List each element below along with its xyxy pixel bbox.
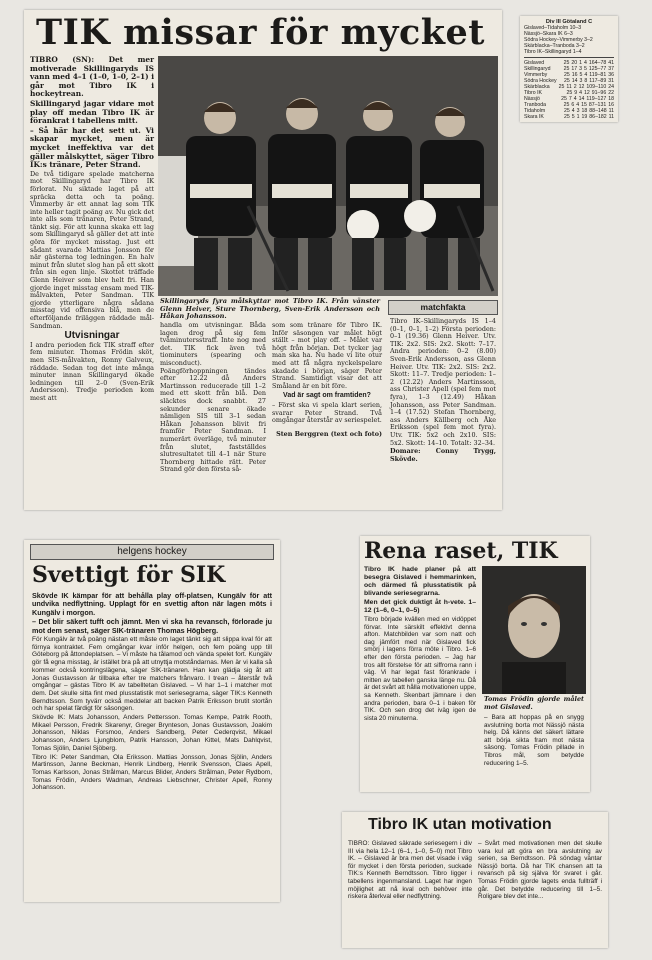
standings-cell: 7 [568, 96, 572, 102]
standings-cell: 1 [576, 114, 580, 120]
standings-cell: 25 [563, 78, 570, 84]
standings-cell: 9 [574, 90, 578, 96]
standings-cell: 24 [608, 84, 614, 90]
standings-cell: 25 [563, 66, 570, 72]
result-row: Skärblacka–Tranboda 3–2 [524, 43, 585, 49]
standings-cell: 11 [608, 114, 614, 120]
standings-cell: 88–148 [589, 108, 607, 114]
standings-cell: 6 [571, 102, 575, 108]
article-rena-raset [360, 536, 590, 792]
standings-cell: 25 [561, 96, 567, 102]
standings-cell: 16 [608, 102, 614, 108]
portrait-graphic [482, 566, 586, 694]
article4-left-column: TIBRO: Gislaved säkrade seriesegern i div III via hela 12–1 (6–1, 1–0, 5–0) mot Tibro IK. – Gislaved är bra men det visade i väg för mycket i den första perioden, suckade TIK:s Kenneth Berndtsson. Tibro ligger i tabellens ingenmansland. Laget har ingen möjlighet att nå kval och behöver inte riskera återkval eller nedflyttning. [348, 840, 472, 901]
standings-cell: 25 [563, 72, 570, 78]
headline-svettigt: Svettigt för SIK [32, 562, 226, 588]
article3-lead: Tibro IK hade planer på att besegra Gislaved i hemmarinken, och därmed få plusstatistik på blivande seriesegrarna. [364, 566, 476, 597]
article1-body1: De två tidigare spelade matcherna mot Skillingaryd har Tibro IK förlorat. Nu siktade laget på att spräcka detta och ta poäng. Vimmerby är ett annat lag som TIK inte heller tagit poäng av. Nu gick det inte alls som tränaren, Peter Strand, tänkt sig. För att kunna skaka ett lag som Skillingaryd så gäller det att inte göra för mycket misstag. Just ett sådant svarade Mattias Jonsson för när gästerna tog ledningen. En halv minut från slutet slog han på ett skott från sin egen linje. Skottet träffade Glenn Heiver som blev helt fri. Han gjorde inget misstag ensam med TIK-målvakten, Peter Sandman. TIK gjorde ytterligare några sådana misstag vid offensiva blå, men de efterföljande friläggen räddade mål-Sandman. [30, 169, 154, 330]
standings-cell: 15 [581, 102, 587, 108]
standings-cell: 17 [571, 66, 578, 72]
article3-right-column: – Bara att hoppas på en snygg avslutning borta mot Nässjö nästa helg. Då känns det säkert lättare att börja sikta fram mot nästa säsong. Tomas Frödin pillade in Tibros mål, som betydde reducering 1–5. [484, 714, 584, 767]
team-photo-caption: Skillingaryds fyra målskyttar mot Tibro IK. Från vänster Glenn Heiver, Sture Thornberg, Sven-Erik Andersson och Håkan Johansson. [160, 297, 380, 321]
league-table-title: Div III Götaland C [545, 19, 593, 25]
standings-cell: 37 [608, 66, 614, 72]
article1-body4: som som tränare för Tibro IK. Inför säsongen var målet högt ställt – mot play off. – Målet var högt från början. Det tycker jag man ska ha. Nu hade vi lite otur med att få några nyckelspelare skadade i början, säger Peter Strand. Samtidigt visar det att Småland är en bit före. [272, 321, 382, 390]
standings-cell: 4 [579, 90, 582, 96]
standings-cell: 14 [571, 78, 578, 84]
article2-lead2: – Det blir säkert tufft och jämnt. Men vi ska ha revansch, förlorade ju mot dem senast, säger SIK-tränaren Thomas Högberg. [32, 617, 272, 635]
article1-mid-column-2 [272, 322, 382, 506]
standings-cell: 4 [571, 108, 575, 114]
article3-lead2: Men det gick duktigt åt h-vete. 1–12 (1–6, 0–1, 0–5) [364, 599, 476, 614]
standings-cell: 4 [584, 60, 587, 66]
standings-cell: 31 [608, 78, 614, 84]
standings-cell: 5 [579, 72, 583, 78]
standings-cell: 3 [579, 66, 583, 72]
team-name: Södra Hockey [524, 78, 557, 84]
headline-utan-motivation: Tibro IK utan motivation [368, 816, 552, 833]
results-list [524, 25, 614, 55]
standings-cell: 12 [578, 84, 585, 90]
article1-subhead: Utvisningar [64, 330, 120, 342]
standings-cell: 25 [563, 114, 570, 120]
standings-cell: 11 [566, 84, 572, 90]
standings-row [524, 114, 614, 120]
standings-cell: 25 [563, 108, 570, 114]
article2-body: För Kungälv är två poäng nästan ett måste om laget tänkt sig att slippa kval för att förnya kontraktet. Fem omgångar kvar inför helgen, och fem poäng upp till Göteborg på åttondeplatsen. – Vi måste ha tålamod och vända spelet fort. Kungälv gör få egna misstag, är istället bra på att utnyttja motståndarnas. Men är vi kalla så kommer också kontringslägena, säger SIK-tränaren. Han kan glädja sig åt att Jonas Gustavsson är tillbaka efter tre matchers frånvaro. I trean – återstår två omgångar – gästas Tibro IK av tabelltetan Gislaved. – Vi har 1–1 i matcher mot dem. Det skulle sitta fint med plusstatistik mot seriesegrarna, säger TIK:s Kenneth Berndtsson. Som tyvärr också meddelar att backen Patrik Eriksson brutit stortån och har spelat färdigt för säsongen. [32, 636, 272, 713]
matchfakta-body: Tibro IK–Skillingaryds IS 1–4 (0–1, 0–1, 1–2) Första perioden: 0–1 (19.36) Glenn Heiver. Utv. TIK: 2x2. SIS: 2x2. Skott: 7–17. Andra perioden: 0–2 (8.00) Sven-Erik Andersson, ass Glenn Heiver. Utv. TIK: 2x2. SIS: 2x2. Skott: 11–7. Tredje perioden: 1–2 (12.22) Anders Martinsson, ass Christer Apell (spel fem mot fyra), 1–3 (12.49) Håkan Johansson, ass Peter Sandman. 1–4 (17.52) Stefan Thornberg, ass Anders Källberg och Åke Eriksson (spel fem mot fyra). Utv. TIK: 5x2 och 2x10. SIS: 5x2. Skott: 14–10. Totalt: 32–34. [390, 317, 496, 447]
team-name: Tidaholm [524, 108, 546, 114]
article1-lead2: Skillingaryd jagar vidare mot play off medan Tibro IK är förankrat i tabellens mitt. [30, 98, 154, 126]
team-name: Tibro IK [524, 90, 542, 96]
standings-cell: 125–77 [588, 66, 607, 72]
standings-cell: 109–110 [586, 84, 607, 90]
article1-left-column [30, 56, 154, 506]
article1-lead3: – Så här har det sett ut. Vi skapar mycket, men är mycket ineffektiva var det gäller målskyttet, säger Tibro IK:s tränare, Peter Strand. [30, 125, 154, 170]
standings-cell: 22 [608, 90, 614, 96]
headline-tik-missar: TIK missar för mycket [36, 12, 485, 53]
article-svettigt [24, 540, 280, 902]
helgens-hockey-label: helgens hockey [30, 544, 274, 560]
standings-cell: 12 [584, 90, 590, 96]
article1-body5: – Först ska vi spela klart serien, svarar Peter Strand. Två omgångar återstår av seriespelet. [272, 400, 382, 425]
article1-lead: TIBRO (SN): Det mer motiverade Skillingaryds IS vann med 4–1 (1–0, 1–0, 2–1) i går mot Tibro IK i hockeytrean. [30, 55, 154, 99]
team-name: Skara IK [524, 114, 544, 120]
standings-cell: 3 [579, 78, 583, 84]
standings-cell: 18 [581, 108, 588, 114]
matchfakta-text [390, 318, 496, 506]
standings-cell: 1 [579, 60, 583, 66]
team-name: Gislaved [524, 60, 545, 66]
standings-cell: 18 [608, 96, 614, 102]
standings-cell: 8 [584, 78, 588, 84]
standings-cell: 91–96 [591, 90, 607, 96]
standings-cell: 164–78 [588, 60, 607, 66]
team-name: Tranboda [524, 102, 547, 108]
matchfakta-label: matchfakta [388, 300, 498, 315]
standings-cell: 4 [576, 102, 580, 108]
standings-cell: 5 [571, 114, 575, 120]
standings-cell: 16 [571, 72, 578, 78]
standings-cell: 25 [563, 102, 570, 108]
headline-rena-raset: Rena raset, TIK [364, 538, 558, 564]
standings-cell: 20 [571, 60, 578, 66]
article-tik-missar [24, 10, 502, 510]
team-name: Nässjö [524, 96, 540, 102]
standings-cell: 117–89 [589, 78, 607, 84]
standings-cell: 36 [608, 72, 614, 78]
matchfakta-referee: Domare: Conny Trygg, Skövde. [390, 447, 496, 463]
team-name: Skillingaryd [524, 66, 551, 72]
article3-body: Tibro började kvällen med en vidöppet förvar. Inte särskilt effektivt denna afton. Matchbilden var som natt och dag jämfört med när Gislaved fick smörj i lagens förra möte i Tibro. 1–6 efter den första perioden. – Jag har tros allt förstelse för att siffrorna rann i väg. Vi har legat fast förankrade i mitten av tabellen ganska länge nu. Då är det svårt att hålla motivationen uppe, sa Kenneth. Skenbart jämnare i den andra perioden, bara 0–1 i baken för TIK. Och sen drog det iväg igen de sista 20 minuterna. [364, 616, 476, 722]
result-row: Södra Hockey–Vimmerby 3–2 [524, 37, 593, 43]
standings-cell: 25 [566, 90, 573, 96]
team-name: Vimmerby [524, 72, 548, 78]
article1-question: Vad är sagt om framtiden? [283, 392, 371, 400]
team-name: Skärblacka [524, 84, 550, 90]
standings-cell: 25 [563, 60, 570, 66]
article2-lead: Skövde IK kämpar för att behålla play off-platsen, Kungälv för att undvika nedflyttning. Upplagt för en svettig afton när lagen möts i Kungälv i morgon. [32, 591, 272, 617]
standings-cell: 2 [573, 84, 577, 90]
frodin-portrait [482, 566, 586, 694]
standings-cell: 86–182 [589, 114, 607, 120]
standings-cell: 87–131 [588, 102, 607, 108]
standings-list [524, 60, 614, 120]
article1-byline: Sten Berggren (text och foto) [276, 429, 382, 438]
team-photo [158, 56, 498, 296]
article2-squad2: Tibro IK: Peter Sandman, Ola Eriksson. Mattias Jonsson, Jonas Sjölin, Anders Martinsson, Janne Beckman, Henrik Lindberg, Henrik Svensson, Claes Apell, Tomas Karlsson, Jonas Strålman, Marcus Blider, Anders Strålman, Peter Rydbom, Tomas Frödin, Anders Wadman, Andreas Liebschner, Christer Apell, Ronny Johansson. [32, 753, 272, 792]
standings-cell: 14 [578, 96, 585, 102]
article4-right-column: – Svårt med motivationen men det skulle vara kul att göra en bra avslutning av serien, sa Berndtsson. På söndag väntar Nässjö borta. Då har TIK chansen att ta revansch på sig själva för svaret i går. Tomas Frödin gjorde lagets enda fullträff i går. Det betydde reducering till 1–5. Roligare blev det inte... [478, 840, 602, 901]
article3-left-column [364, 566, 476, 788]
team-photo-graphic [158, 56, 498, 296]
standings-cell: 4 [573, 96, 577, 102]
league-table [524, 19, 614, 120]
article1-body2: I andra perioden fick TIK straff efter fem minuter. Thomas Frödin sköt, men SIS-målvakten, Ronny Galveux, räddade. Sedan tog det inte många minuter innan Skillingaryd ökade ledningen till 2–0 (Sven-Erik Andersson). Tredje perioden kom mest att [30, 340, 154, 402]
result-row: Gislaved–Tidaholm 10–3 [524, 25, 582, 31]
standings-cell: 25 [558, 84, 565, 90]
article1-mid-column-1: handla om utvisningar. Båda lagen drog på sig fem tvåminutersstraff. Inte nog med det. TIK fick även två tiominuters (spearing och misconduct). Poängförhoppningen tändes efter 12.22 då Anders Martinsson reducerade till 1–2 med ett skott från blå. Den släcktes dock snabbt. 27 sekunder senare ökade nämligen SIS till 3–1 sedan Håkan Johansson blivit fri framför Peter Sandman. I numerärt överläge, två minuter från slutet, fastställdes slutresultatet till 4–1 när Sture Thornberg hittade rätt. Peter Strand gör den första så- [160, 321, 266, 474]
result-row: Nässjö–Skara IK 6–3 [524, 31, 573, 37]
standings-cell: 19 [581, 114, 588, 120]
standings-cell: 119–127 [586, 96, 607, 102]
article-utan-motivation [342, 812, 608, 948]
standings-cell: 3 [576, 108, 580, 114]
result-row: Tibro IK–Skillingaryd 1–4 [524, 49, 582, 55]
article2-squad1: Skövde IK: Mats Johansson, Anders Pettersson. Tomas Kempe, Patrik Rooth, Mikael Persson, Fredrik Skarenyr, Greger Brynteson, Jonas Gustavsson, Joakim Johansson, Niklas Forsmoo, Anders Sandberg, Peter Cederqvist, Mikael Johansson, Anders Ljungblom, Patrik Hansson, Johan Kittel, Mats Dahlqvist, Tomas Sjölin, Daniel Sjöberg. [32, 714, 272, 752]
standings-cell: 119–81 [589, 72, 607, 78]
standings-cell: 5 [584, 66, 587, 72]
standings-cell: 41 [608, 60, 614, 66]
standings-cell: 11 [608, 108, 614, 114]
portrait-caption: Tomas Frödin gjorde målet mot Gislaved. [484, 695, 584, 711]
article2-text [32, 592, 272, 898]
league-table-clip [520, 16, 618, 122]
standings-cell: 4 [584, 72, 588, 78]
